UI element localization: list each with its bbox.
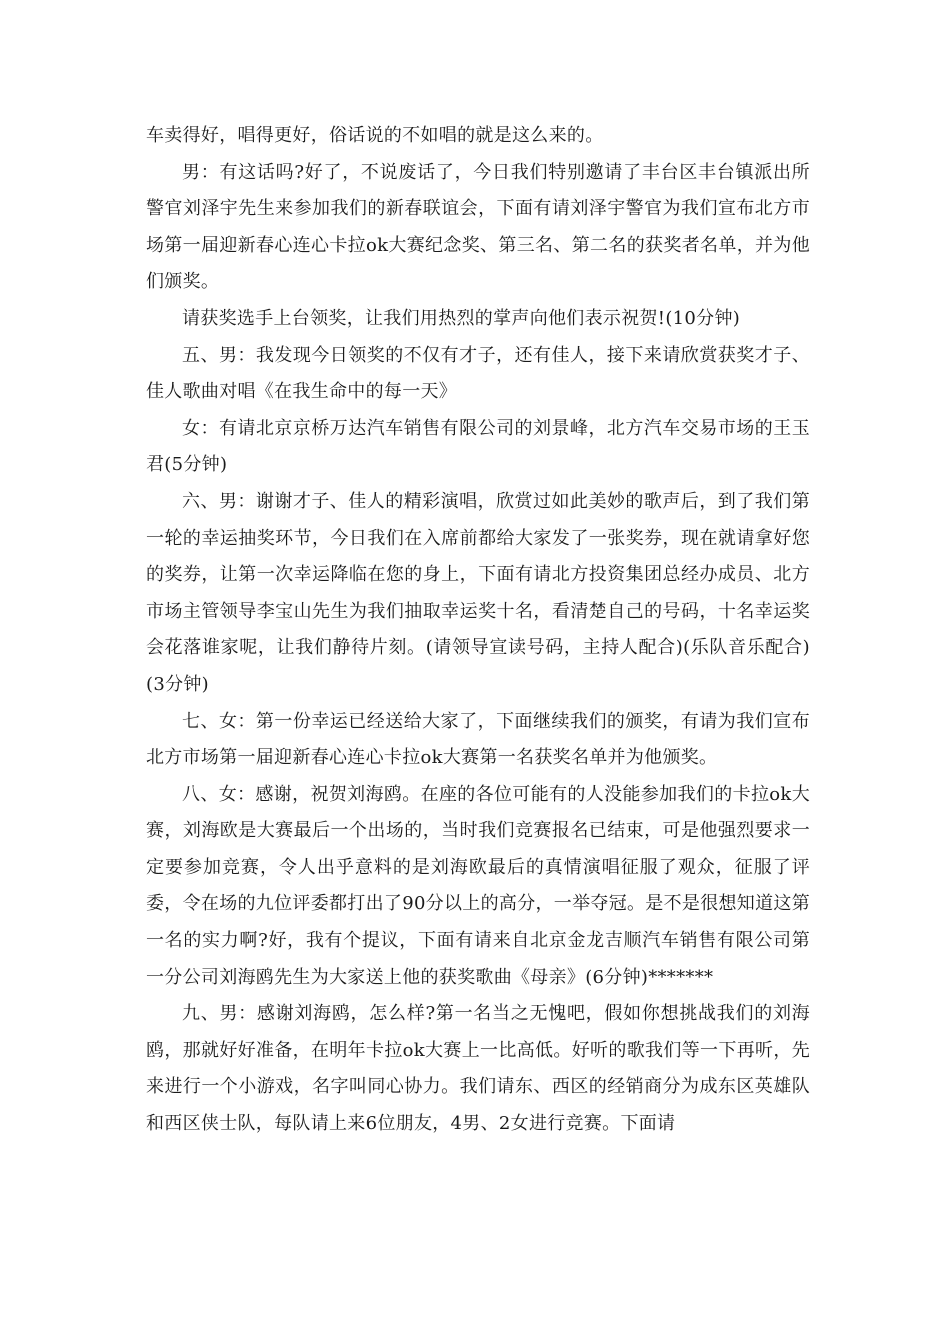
paragraph-male-invitation: 男：有这话吗?好了，不说废话了，今日我们特别邀请了丰台区丰台镇派出所警官刘泽宇先生来参加我们的新春联谊会，下面有请刘泽宇警官为我们宣布北方市场第一届迎新春心连心卡拉ok大赛纪念奖、第三名、第二名的获奖者名单，并为他们颁奖。 <box>146 161 810 293</box>
paragraph-section-six: 六、男：谢谢才子、佳人的精彩演唱，欣赏过如此美妙的歌声后，到了我们第一轮的幸运抽奖环节，今日我们在入席前都给大家发了一张奖券，现在就请拿好您的奖券，让第一次幸运降临在您的身上，下面有请北方投资集团总经办成员、北方市场主管领导李宝山先生为我们抽取幸运奖十名，看清楚自己的号码，十名幸运奖会花落谁家呢，让我们静待片刻。(请领导宣读号码，主持人配合)(乐队音乐配合)(3分钟) <box>146 490 810 695</box>
paragraph-continuation: 车卖得好，唱得更好，俗话说的不如唱的就是这么来的。 <box>146 125 604 146</box>
paragraph-section-seven: 七、女：第一份幸运已经送给大家了，下面继续我们的颁奖，有请为我们宣布北方市场第一届迎新春心连心卡拉ok大赛第一名获奖名单并为他颁奖。 <box>146 710 810 769</box>
paragraph-section-nine: 九、男：感谢刘海鸥，怎么样?第一名当之无愧吧，假如你想挑战我们的刘海鸥，那就好好准备，在明年卡拉ok大赛上一比高低。好听的歌我们等一下再听，先来进行一个小游戏，名字叫同心协力。我们请东、西区的经销商分为成东区英雄队和西区侠士队，每队请上来6位朋友，4男、2女进行竞赛。下面请 <box>146 1003 810 1135</box>
paragraph-female-duet: 女：有请北京京桥万达汽车销售有限公司的刘景峰，北方汽车交易市场的王玉君(5分钟) <box>146 417 810 476</box>
document-body <box>146 118 810 1143</box>
paragraph-award-ceremony: 请获奖选手上台领奖，让我们用热烈的掌声向他们表示祝贺!(10分钟) <box>182 307 741 329</box>
paragraph-section-five: 五、男：我发现今日领奖的不仅有才子，还有佳人，接下来请欣赏获奖才子、佳人歌曲对唱《在我生命中的每一天》 <box>146 344 810 403</box>
paragraph-section-eight: 八、女：感谢，祝贺刘海鸥。在座的各位可能有的人没能参加我们的卡拉ok大赛，刘海欧是大赛最后一个出场的，当时我们竞赛报名已结束，可是他强烈要求一定要参加竞赛，令人出乎意料的是刘海欧最后的真情演唱征服了观众，征服了评委，令在场的九位评委都打出了90分以上的高分，一举夺冠。是不是很想知道这第一名的实力啊?好，我有个提议，下面有请来自北京金龙吉顺汽车销售有限公司第一分公司刘海鸥先生为大家送上他的获奖歌曲《母亲》(6分钟)******* <box>146 783 811 988</box>
